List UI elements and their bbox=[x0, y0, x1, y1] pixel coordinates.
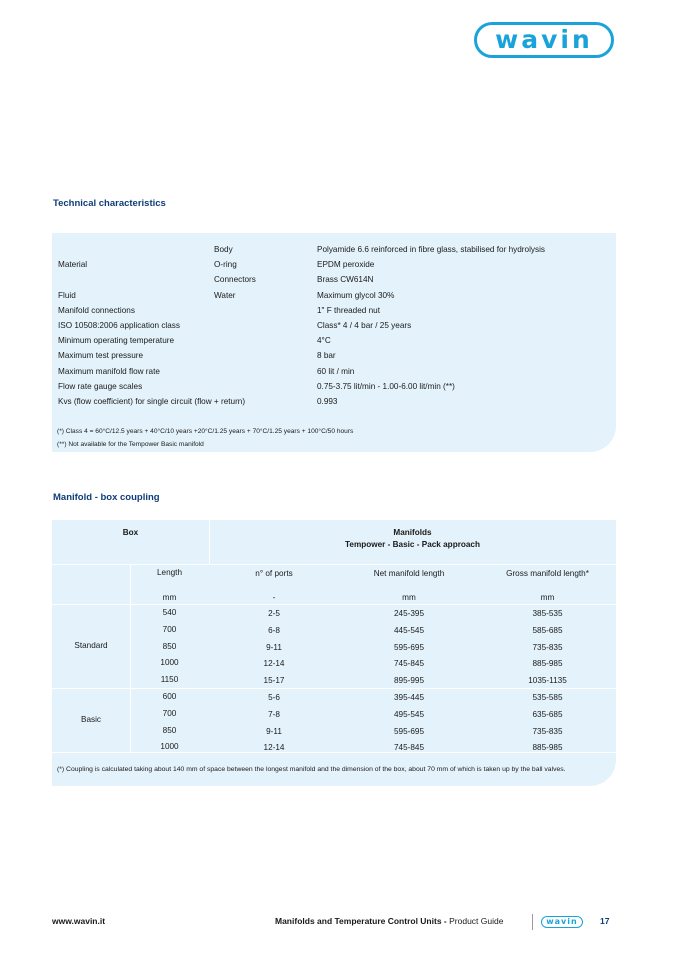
tech-cell-c2: O-ring bbox=[214, 260, 237, 270]
footer-guide-title bbox=[275, 916, 503, 926]
table-cell: 635-685 bbox=[532, 709, 563, 719]
unit-length: mm bbox=[162, 593, 177, 602]
table-cell: 540 bbox=[162, 608, 177, 617]
tech-cell-c2: Body bbox=[214, 245, 233, 254]
table-cell: 895-995 bbox=[393, 676, 425, 686]
table-cell: 15-17 bbox=[263, 676, 285, 686]
header-box: Box bbox=[122, 528, 139, 537]
unit-ports: - bbox=[272, 593, 276, 602]
tech-note-1: (*) Class 4 = 60°C/12.5 years + 40°C/10 years +20°C/1.25 years + 70°C/1.25 years + 100°C/50 hours bbox=[57, 428, 354, 435]
table-cell: 735-835 bbox=[532, 726, 563, 736]
tech-row bbox=[52, 257, 616, 272]
tech-cell-c3: Maximum glycol 30% bbox=[317, 290, 395, 300]
wavin-logo bbox=[474, 22, 614, 58]
tech-cell-c1: Minimum operating temperature bbox=[58, 336, 175, 346]
table-cell: 745-845 bbox=[393, 659, 425, 669]
tech-cell-c1: Maximum manifold flow rate bbox=[58, 366, 160, 376]
tech-note-2: (**) Not available for the Tempower Basic manifold bbox=[57, 441, 204, 448]
tech-cell-c1: Material bbox=[58, 260, 88, 270]
table-cell: 1000 bbox=[160, 658, 179, 668]
table-cell: 6-8 bbox=[268, 625, 280, 635]
table-cell: 12-14 bbox=[263, 659, 285, 669]
table-cell: 9-11 bbox=[266, 642, 282, 652]
tech-row bbox=[52, 333, 616, 348]
table-cell: 395-445 bbox=[393, 693, 425, 702]
footer-website[interactable]: www.wavin.it bbox=[52, 916, 106, 926]
table-cell: 9-11 bbox=[266, 726, 282, 736]
tech-row bbox=[52, 303, 616, 318]
tech-cell-c3: 8 bar bbox=[317, 351, 336, 361]
tech-row bbox=[52, 288, 616, 303]
table-cell: 585-685 bbox=[532, 625, 563, 635]
tech-cell-c3: Class* 4 / 4 bar / 25 years bbox=[317, 321, 412, 330]
page-number: 17 bbox=[600, 916, 610, 926]
row-separator bbox=[52, 604, 616, 605]
tech-characteristics-table bbox=[52, 233, 616, 452]
table-cell: 745-845 bbox=[393, 743, 425, 753]
tech-cell-c3: 60 lit / min bbox=[317, 366, 355, 376]
coupling-section-title: Manifold - box coupling bbox=[53, 492, 160, 503]
header-manifolds: Manifolds bbox=[393, 528, 432, 537]
tech-cell-c1: ISO 10508:2006 application class bbox=[58, 321, 180, 330]
table-cell: 2-5 bbox=[268, 609, 280, 618]
col-header-gross-length: Gross manifold length* bbox=[506, 569, 589, 578]
table-cell: 595-695 bbox=[393, 642, 425, 652]
tech-cell-c1: Manifold connections bbox=[58, 305, 135, 315]
col-header-net-length: Net manifold length bbox=[373, 569, 445, 578]
table-cell: 5-6 bbox=[268, 693, 280, 702]
row-separator bbox=[52, 564, 616, 565]
tech-cell-c3: 0.75-3.75 lit/min - 1.00-6.00 lit/min (**) bbox=[317, 381, 455, 391]
tech-cell-c1: Fluid bbox=[58, 290, 76, 300]
table-cell: 885-985 bbox=[532, 659, 563, 669]
col-header-ports: n° of ports bbox=[255, 569, 293, 578]
col-header-length: Length bbox=[156, 568, 183, 577]
tech-cell-c3: 0.993 bbox=[317, 397, 338, 406]
tech-cell-c3: EPDM peroxide bbox=[317, 260, 375, 270]
tech-cell-c1: Kvs (flow coefficient) for single circuit (flow + return) bbox=[58, 397, 246, 406]
table-cell: 535-585 bbox=[532, 693, 563, 702]
tech-cell-c2: Connectors bbox=[214, 275, 256, 285]
table-cell: 850 bbox=[162, 641, 177, 651]
tech-row bbox=[52, 348, 616, 363]
tech-cell-c3: 1" F threaded nut bbox=[317, 305, 380, 315]
group-label-basic: Basic bbox=[80, 715, 102, 724]
footer-wavin-logo bbox=[541, 916, 583, 928]
tech-row bbox=[52, 394, 616, 409]
tech-row bbox=[52, 364, 616, 379]
tech-cell-c1: Flow rate gauge scales bbox=[58, 381, 143, 391]
table-cell: 1150 bbox=[160, 675, 179, 685]
table-cell: 700 bbox=[162, 708, 177, 718]
unit-gross: mm bbox=[540, 593, 555, 602]
logo-text: wavin bbox=[495, 24, 593, 54]
footer-logo-text: wavin bbox=[546, 917, 578, 926]
table-cell: 850 bbox=[162, 725, 177, 735]
group-label-standard: Standard bbox=[74, 641, 108, 650]
table-cell: 595-695 bbox=[393, 726, 425, 736]
row-separator bbox=[52, 688, 616, 689]
table-cell: 700 bbox=[162, 624, 177, 634]
tech-row bbox=[52, 318, 616, 333]
table-cell: 1035-1135 bbox=[528, 676, 567, 686]
footer-guide-bold: Manifolds and Temperature Control Units - bbox=[275, 916, 450, 926]
coupling-note: (*) Coupling is calculated taking about 140 mm of space between the longest manifold and the dimension of the box, about 70 mm of which is taken up by the ball valves. bbox=[57, 766, 566, 773]
table-cell: 7-8 bbox=[268, 709, 280, 719]
table-cell: 1000 bbox=[160, 742, 179, 752]
table-cell: 495-545 bbox=[393, 709, 425, 719]
tech-row bbox=[52, 242, 616, 257]
table-cell: 735-835 bbox=[532, 642, 563, 652]
tech-cell-c3: Polyamide 6.6 reinforced in fibre glass, stabilised for hydrolysis bbox=[317, 245, 545, 254]
tech-cell-c3: Brass CW614N bbox=[317, 275, 374, 285]
tech-cell-c3: 4°C bbox=[317, 336, 331, 346]
table-cell: 445-545 bbox=[393, 625, 425, 635]
unit-net: mm bbox=[402, 593, 416, 602]
table-cell: 12-14 bbox=[263, 743, 285, 753]
table-cell: 600 bbox=[162, 692, 177, 701]
table-cell: 245-395 bbox=[393, 609, 425, 618]
footer-separator bbox=[532, 914, 533, 930]
table-cell: 885-985 bbox=[532, 743, 563, 753]
table-cell: 385-535 bbox=[532, 609, 563, 618]
header-manifolds-sub: Tempower - Basic - Pack approach bbox=[345, 540, 480, 549]
tech-cell-c2: Water bbox=[214, 290, 236, 300]
tech-cell-c1: Maximum test pressure bbox=[58, 351, 144, 361]
tech-row bbox=[52, 272, 616, 287]
footer-guide-normal: Product Guide bbox=[449, 916, 504, 926]
tech-row bbox=[52, 379, 616, 394]
coupling-table bbox=[52, 520, 616, 786]
tech-section-title: Technical characteristics bbox=[53, 198, 166, 209]
